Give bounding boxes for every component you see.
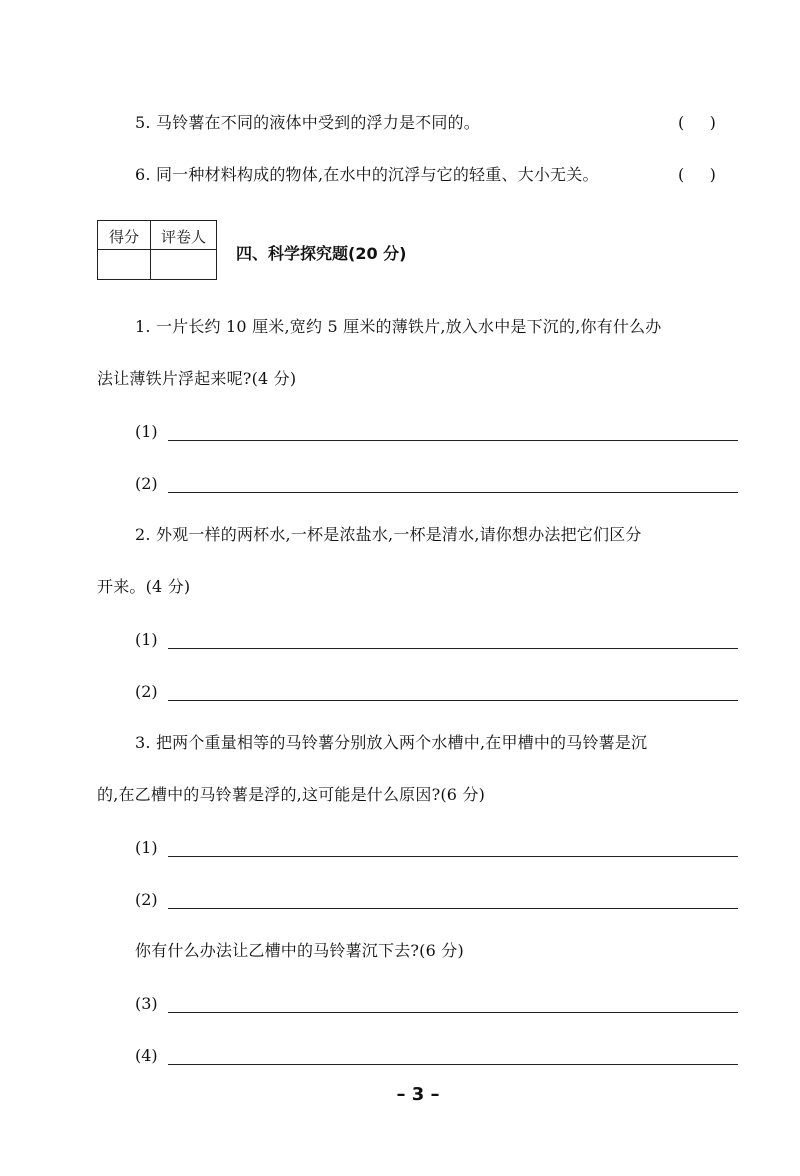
- score-box-divider-h: [98, 249, 216, 250]
- page-number: – 3 –: [396, 1084, 440, 1105]
- q1-answer-label-1: (1): [135, 422, 158, 441]
- question-5-text: 5. 马铃薯在不同的液体中受到的浮力是不同的。: [135, 113, 480, 132]
- section-title: 四、科学探究题(20 分): [236, 244, 407, 263]
- q1-line1: 1. 一片长约 10 厘米,宽约 5 厘米的薄铁片,放入水中是下沉的,你有什么办: [135, 317, 662, 336]
- q2-answer-line-1[interactable]: [168, 648, 738, 649]
- q3-line1: 3. 把两个重量相等的马铃薯分别放入两个水槽中,在甲槽中的马铃薯是沉: [135, 733, 648, 752]
- q3-answer-line-1[interactable]: [168, 856, 738, 857]
- q1-answer-line-2[interactable]: [168, 492, 738, 493]
- q3-answer-line-4[interactable]: [168, 1064, 738, 1065]
- question-6-text: 6. 同一种材料构成的物体,在水中的沉浮与它的轻重、大小无关。: [135, 165, 599, 184]
- q3-answer-label-4: (4): [135, 1046, 158, 1065]
- grader-label: 评卷人: [160, 228, 206, 246]
- q3-answer-label-1: (1): [135, 838, 158, 857]
- q1-line2: 法让薄铁片浮起来呢?(4 分): [97, 369, 297, 388]
- q2-answer-line-2[interactable]: [168, 700, 738, 701]
- q3-answer-line-2[interactable]: [168, 908, 738, 909]
- q3-answer-line-3[interactable]: [168, 1012, 738, 1013]
- q3-answer-label-3: (3): [135, 994, 158, 1013]
- q1-answer-label-2: (2): [135, 474, 158, 493]
- answer-bracket-q6[interactable]: ( ): [678, 165, 716, 184]
- q2-answer-label-2: (2): [135, 682, 158, 701]
- q3-followup: 你有什么办法让乙槽中的马铃薯沉下去?(6 分): [135, 941, 464, 960]
- q2-answer-label-1: (1): [135, 630, 158, 649]
- q3-line2: 的,在乙槽中的马铃薯是浮的,这可能是什么原因?(6 分): [97, 785, 486, 804]
- score-box: [97, 220, 217, 280]
- q3-answer-label-2: (2): [135, 890, 158, 909]
- q1-answer-line-1[interactable]: [168, 440, 738, 441]
- score-label: 得分: [108, 228, 139, 246]
- answer-bracket-q5[interactable]: ( ): [678, 113, 716, 132]
- q2-line1: 2. 外观一样的两杯水,一杯是浓盐水,一杯是清水,请你想办法把它们区分: [135, 525, 642, 544]
- q2-line2: 开来。(4 分): [97, 577, 191, 596]
